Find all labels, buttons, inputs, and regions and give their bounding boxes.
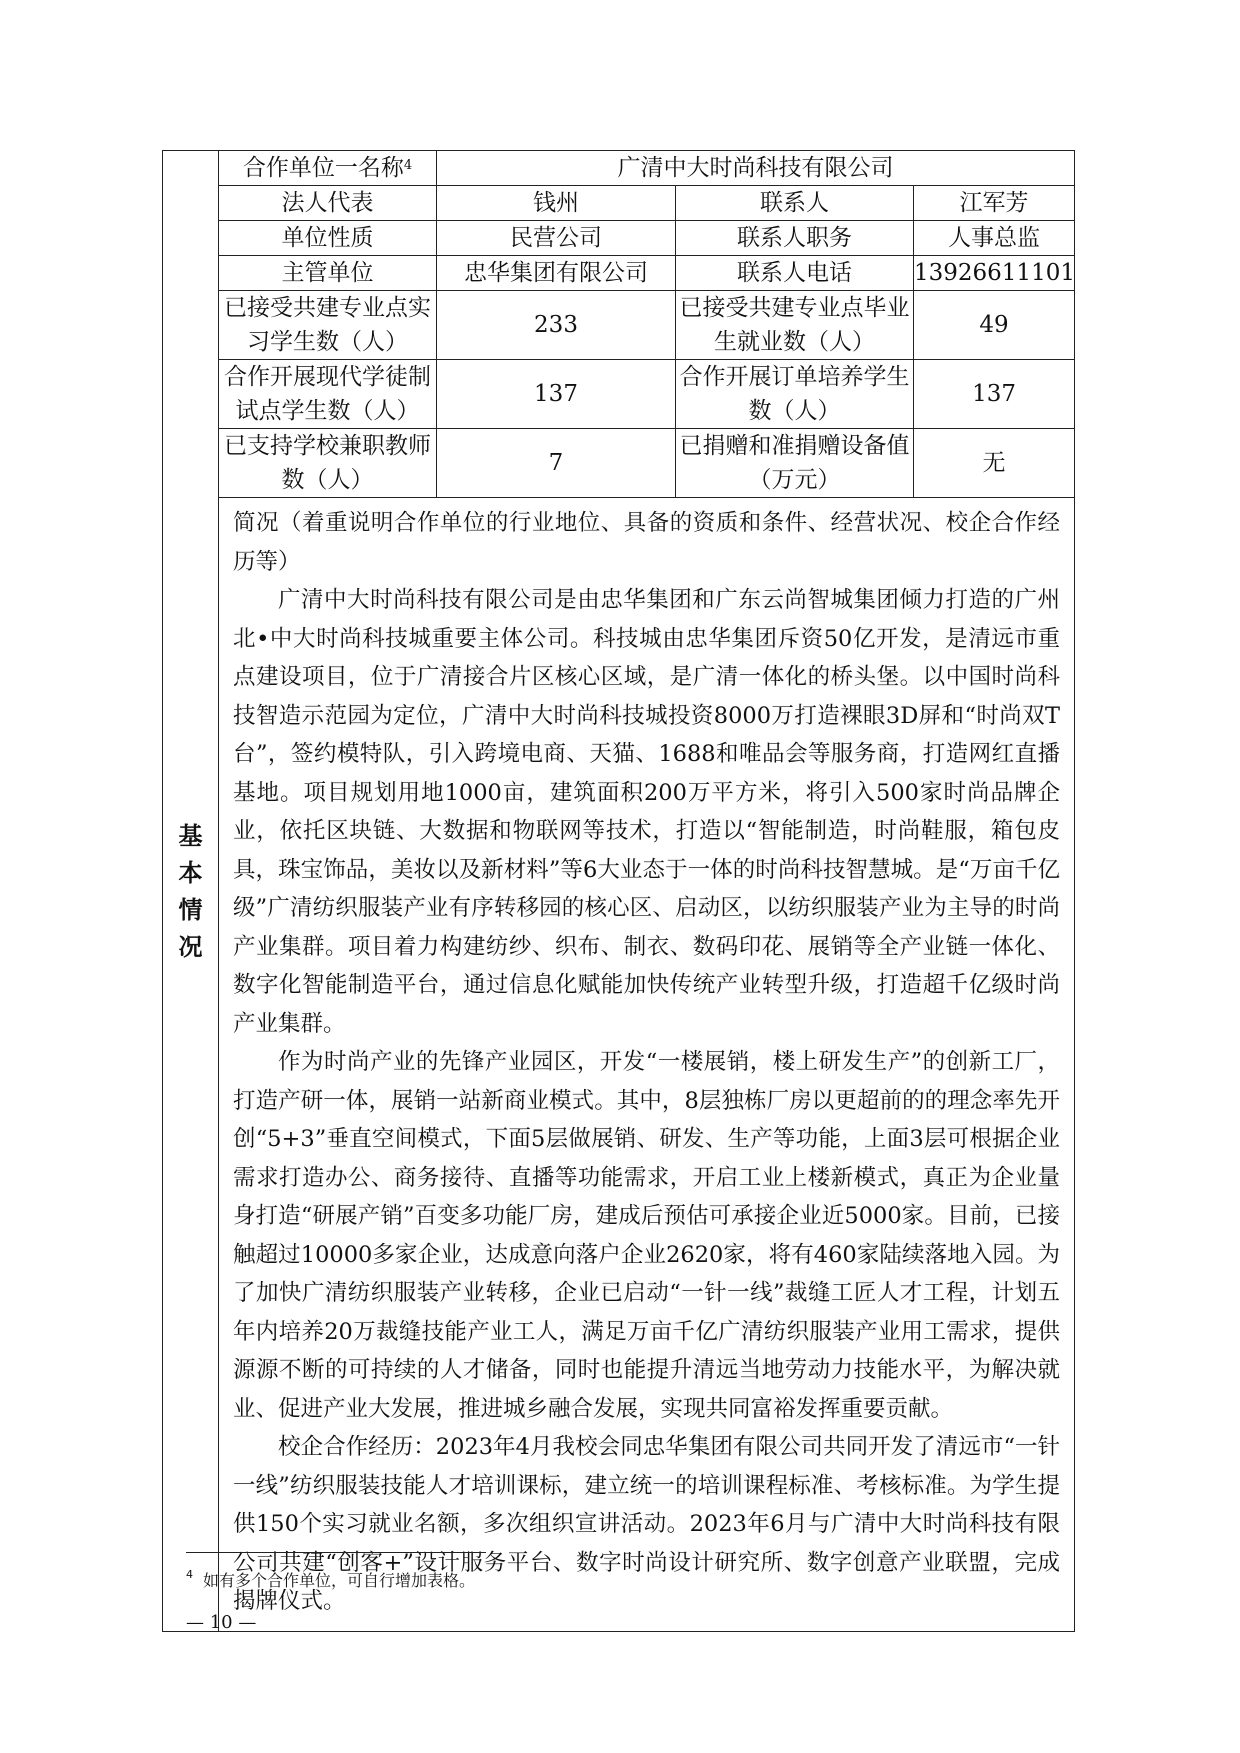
partner-name-value: 广清中大时尚科技有限公司 [437,151,1075,186]
footnote [186,1568,475,1591]
order-label: 合作开展订单培养学生数（人） [676,360,914,429]
footnote-reference: 4 [403,158,413,173]
partner-name-label-cell [219,151,437,186]
contact-title-label: 联系人职务 [676,221,914,256]
employ-label: 已接受共建专业点毕业生就业数（人） [676,291,914,360]
legal-rep-value: 钱州 [437,186,676,221]
narrative-row [163,498,1075,1632]
parttime-label: 已支持学校兼职教师数（人） [219,429,437,498]
supervisor-label: 主管单位 [219,256,437,291]
section-label-cell [163,151,219,1632]
parttime-value: 7 [437,429,676,498]
contact-title-value: 人事总监 [914,221,1075,256]
narrative-paragraph-3: 校企合作经历：2023年4月我校会同忠华集团有限公司共同开发了清远市“一针一线”纺织服装技能人才培训课标，建立统一的培训课程标准、考核标准。为学生提供150个实习就业名额，多次组织宣讲活动。2023年6月与广清中大时尚科技有限公司共建“创客+”设计服务平台、数字时尚设计研究所、数字创意产业联盟，完成揭牌仪式。 [233,1434,1061,1614]
partner-name-row [163,151,1075,186]
apprentice-label: 合作开展现代学徒制试点学生数（人） [219,360,437,429]
legal-rep-label: 法人代表 [219,186,437,221]
donation-label: 已捐赠和准捐赠设备值（万元） [676,429,914,498]
employ-value: 49 [914,291,1075,360]
donation-value: 无 [914,429,1075,498]
page-number: — 10 — [186,1612,257,1633]
narrative-cell [219,498,1075,1632]
parttime-row [163,429,1075,498]
partner-name-label: 合作单位一名称 [242,155,404,181]
apprentice-row [163,360,1075,429]
order-value: 137 [914,360,1075,429]
footnote-mark: 4 [186,1568,193,1581]
apprentice-value: 137 [437,360,676,429]
section-label: 基本情况 [178,820,203,961]
nature-row [163,221,1075,256]
contact-value: 江军芳 [914,186,1075,221]
nature-label: 单位性质 [219,221,437,256]
legal-rep-row [163,186,1075,221]
contact-label: 联系人 [676,186,914,221]
contact-phone-value: 13926611101 [914,256,1075,291]
footnote-text: 如有多个合作单位，可自行增加表格。 [203,1571,476,1590]
intern-row [163,291,1075,360]
footnote-separator [186,1552,486,1553]
narrative-paragraph-2: 作为时尚产业的先锋产业园区，开发“一楼展销，楼上研发生产”的创新工厂，打造产研一体，展销一站新商业模式。其中，8层独栋厂房以更超前的的理念率先开创“5+3”垂直空间模式，下面5层做展销、研发、生产等功能，上面3层可根据企业需求打造办公、商务接待、直播等功能需求，开启工业上楼新模式，真正为企业量身打造“研展产销”百变多功能厂房，建成后预估可承接企业近5000家。目前，已接触超过10000多家企业，达成意向落户企业2620家，将有460家陆续落地入园。为了加快广清纺织服装产业转移，企业已启动“一针一线”裁缝工匠人才工程，计划五年内培养20万裁缝技能产业工人，满足万亩千亿广清纺织服装产业用工需求，提供源源不断的可持续的人才储备，同时也能提升清远当地劳动力技能水平，为解决就业、促进产业大发展，推进城乡融合发展，实现共同富裕发挥重要贡献。 [233,1049,1061,1422]
narrative-paragraph-1: 广清中大时尚科技有限公司是由忠华集团和广东云尚智城集团倾力打造的广州北•中大时尚科技城重要主体公司。科技城由忠华集团斥资50亿开发，是清远市重点建设项目，位于广清接合片区核心区域，是广清一体化的桥头堡。以中国时尚科技智造示范园为定位，广清中大时尚科技城投资8000万打造裸眼3D屏和“时尚双T台”，签约模特队，引入跨境电商、天猫、1688和唯品会等服务商，打造网红直播基地。项目规划用地1000亩，建筑面积200万平方米，将引入500家时尚品牌企业，依托区块链、大数据和物联网等技术，打造以“智能制造，时尚鞋服，箱包皮具，珠宝饰品，美妆以及新材料”等6大业态于一体的时尚科技智慧城。是“万亩千亿级”广清纺织服装产业有序转移园的核心区、启动区，以纺织服装产业为主导的时尚产业集群。项目着力构建纺纱、织布、制衣、数码印花、展销等全产业链一体化、数字化智能制造平台，通过信息化赋能加快传统产业转型升级，打造超千亿级时尚产业集群。 [233,587,1061,1037]
partner-info-table [162,150,1075,1632]
supervisor-value: 忠华集团有限公司 [437,256,676,291]
nature-value: 民营公司 [437,221,676,256]
intern-label: 已接受共建专业点实习学生数（人） [219,291,437,360]
intern-value: 233 [437,291,676,360]
supervisor-row [163,256,1075,291]
contact-phone-label: 联系人电话 [676,256,914,291]
narrative-heading: 简况（着重说明合作单位的行业地位、具备的资质和条件、经营状况、校企合作经历等） [233,510,1061,575]
